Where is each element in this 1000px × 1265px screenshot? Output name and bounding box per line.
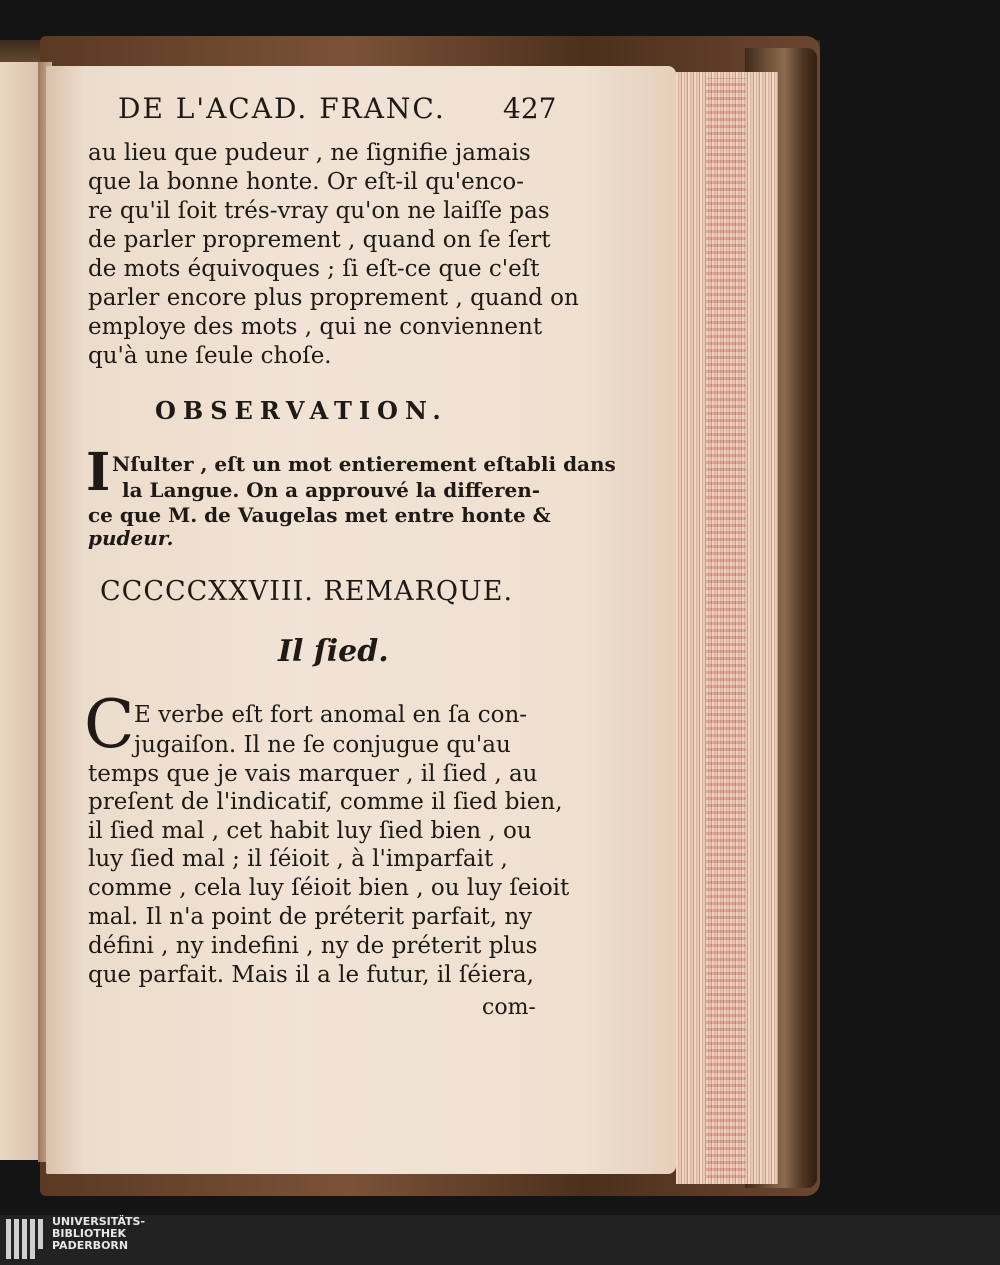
text-line: que la bonne honte. Or eſt-il qu'enco-: [88, 169, 525, 195]
observation-line: la Langue. On a approuvé la differen-: [122, 478, 541, 502]
library-name-line: UNIVERSITÄTS-: [52, 1215, 146, 1228]
catchword: com-: [482, 995, 536, 1020]
footer-bar: [0, 1215, 1000, 1265]
text-line: de parler proprement , quand on ſe ſert: [88, 227, 551, 253]
text-line: luy ſied mal ; il ſéioit , à l'imparfait ,: [88, 846, 508, 872]
library-name-line: PADERBORN: [52, 1239, 129, 1252]
running-header: DE L'ACAD. FRANC.: [118, 92, 446, 125]
page-edges-speckle: [706, 78, 746, 1178]
text-line: que parfait. Mais il a le futur, il ſéiera,: [88, 962, 534, 988]
library-name: [52, 1216, 145, 1252]
observation-line: Nſulter , eſt un mot entierement eſtabli dans: [112, 452, 616, 476]
text-line: il ſied mal , cet habit luy ſied bien , ou: [88, 818, 532, 844]
text-line: mal. Il n'a point de préterit parfait, ny: [88, 904, 533, 930]
page-number: 427: [503, 92, 557, 125]
library-name-line: BIBLIOTHEK: [52, 1227, 127, 1240]
text-line: de mots équivoques ; ſi eſt-ce que c'eſt: [88, 256, 540, 282]
text-line: re qu'il ſoit trés-vray qu'on ne laiſſe pas: [88, 198, 550, 224]
text-line: jugaiſon. Il ne ſe conjugue qu'au: [134, 732, 511, 758]
observation-heading: OBSERVATION.: [155, 396, 448, 425]
library-logo-icon: [6, 1219, 46, 1259]
text-line: qu'à une ſeule choſe.: [88, 343, 332, 369]
text-line: comme , cela luy ſéioit bien , ou luy ſeioit: [88, 875, 570, 901]
text-line: au lieu que pudeur , ne ſignifie jamais: [88, 140, 531, 166]
text-line: preſent de l'indicatif, comme il ſied bien,: [88, 789, 563, 815]
observation-line: pudeur.: [88, 526, 174, 550]
text-line: employe des mots , qui ne conviennent: [88, 314, 543, 340]
remarque-title: Il ſied.: [278, 634, 389, 669]
body-drop-cap: C: [84, 686, 135, 763]
text-line: parler encore plus proprement , quand on: [88, 285, 579, 311]
observation-line: ce que M. de Vaugelas met entre honte &: [88, 503, 551, 527]
text-line: défini , ny indefini , ny de préterit plus: [88, 933, 538, 959]
text-line: E verbe eſt fort anomal en ſa con-: [134, 702, 528, 728]
text-line: temps que je vais marquer , il ſied , au: [88, 761, 538, 787]
observation-drop-cap: I: [86, 442, 111, 503]
remarque-heading: CCCCCXXVIII. REMARQUE.: [100, 576, 514, 607]
